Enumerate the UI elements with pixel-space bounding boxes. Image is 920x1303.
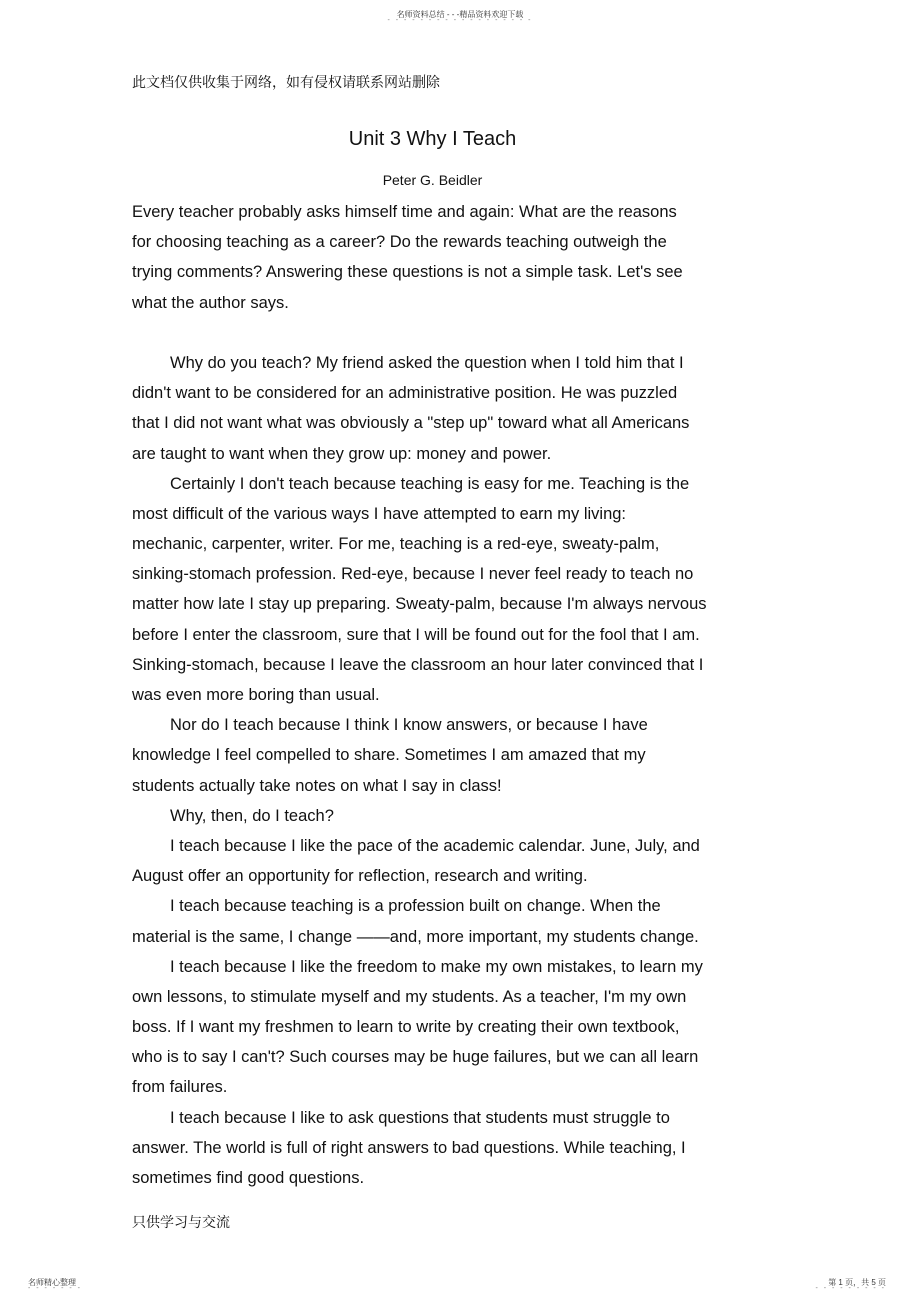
intro-line: for choosing teaching as a career? Do the rewards teaching outweigh the [132, 233, 667, 252]
article-body [132, 197, 773, 1193]
header-dots: - - - - - - - - - - - - - - - - - - [387, 17, 533, 24]
header-banner: 名师资料总结 - - -精品资料欢迎下载 [396, 10, 524, 19]
text-line: matter how late I stay up preparing. Sweaty-palm, because I'm always nervous [132, 595, 707, 614]
intro-line: Every teacher probably asks himself time and again: What are the reasons [132, 203, 677, 221]
text-line: Sinking-stomach, because I leave the classroom an hour later convinced that I [132, 655, 704, 674]
page-indicator: 第 1 页，共 5 页 [828, 1278, 886, 1287]
text-line: students actually take notes on what I say in class! [132, 776, 502, 795]
text-line: knowledge I feel compelled to share. Sometimes I am amazed that my [132, 746, 646, 765]
text-line: was even more boring than usual. [132, 686, 380, 704]
text-line: Why, then, do I teach? [170, 806, 334, 825]
intro-line: what the author says. [132, 293, 289, 312]
author-byline: Peter G. Beidler [382, 172, 483, 188]
text-line: I teach because I like to ask questions that students must struggle to [170, 1108, 670, 1127]
page-title: Unit 3 Why I Teach [348, 128, 517, 150]
text-line: who is to say I can't? Such courses may be huge failures, but we can all learn [132, 1048, 699, 1067]
text-line: material is the same, I change ——and, more important, my students change. [132, 927, 699, 946]
text-line: boss. If I want my freshmen to learn to write by creating their own textbook, [132, 1018, 680, 1037]
text-line: I teach because teaching is a profession built on change. When the [170, 897, 661, 916]
text-line: sometimes find good questions. [132, 1169, 365, 1187]
text-line: I teach because I like the freedom to make my own mistakes, to learn my [170, 957, 703, 976]
text-line: Certainly I don't teach because teaching is easy for me. Teaching is the [170, 474, 690, 493]
text-line: most difficult of the various ways I have attempted to earn my living: [132, 504, 627, 523]
text-line: sinking-stomach profession. Red-eye, because I never feel ready to teach no [132, 565, 694, 584]
intro-line: trying comments? Answering these questions is not a simple task. Let's see [132, 263, 683, 282]
footer-left: 名师精心整理 [28, 1278, 76, 1287]
footer-right-dots: - - - - - - - - - [815, 1285, 886, 1292]
text-line: didn't want to be considered for an administrative position. He was puzzled [132, 384, 678, 403]
text-line: before I enter the classroom, sure that I will be found out for the fool that I am. [132, 625, 700, 644]
text-line: August offer an opportunity for reflection, research and writing. [132, 867, 588, 886]
text-line: mechanic, carpenter, writer. For me, teaching is a red-eye, sweaty-palm, [132, 535, 660, 554]
footer-note: 只供学习与交流 [132, 1214, 230, 1230]
footer-left-dots: - - - - - - - [28, 1285, 82, 1292]
text-line: I teach because I like the pace of the academic calendar. June, July, and [170, 836, 700, 855]
text-line: Why do you teach? My friend asked the question when I told him that I [170, 353, 684, 372]
text-line: from failures. [132, 1078, 228, 1097]
paragraph-gap [132, 318, 773, 348]
disclaimer: 此文档仅供收集于网络，如有侵权请联系网站删除 [132, 74, 440, 90]
text-line: own lessons, to stimulate myself and my students. As a teacher, I'm my own [132, 987, 687, 1006]
text-line: Nor do I teach because I think I know answers, or because I have [170, 716, 648, 735]
text-line: are taught to want when they grow up: money and power. [132, 444, 552, 463]
text-line: answer. The world is full of right answers to bad questions. While teaching, I [132, 1138, 686, 1157]
text-line: that I did not want what was obviously a "step up" toward what all Americans [132, 414, 690, 433]
